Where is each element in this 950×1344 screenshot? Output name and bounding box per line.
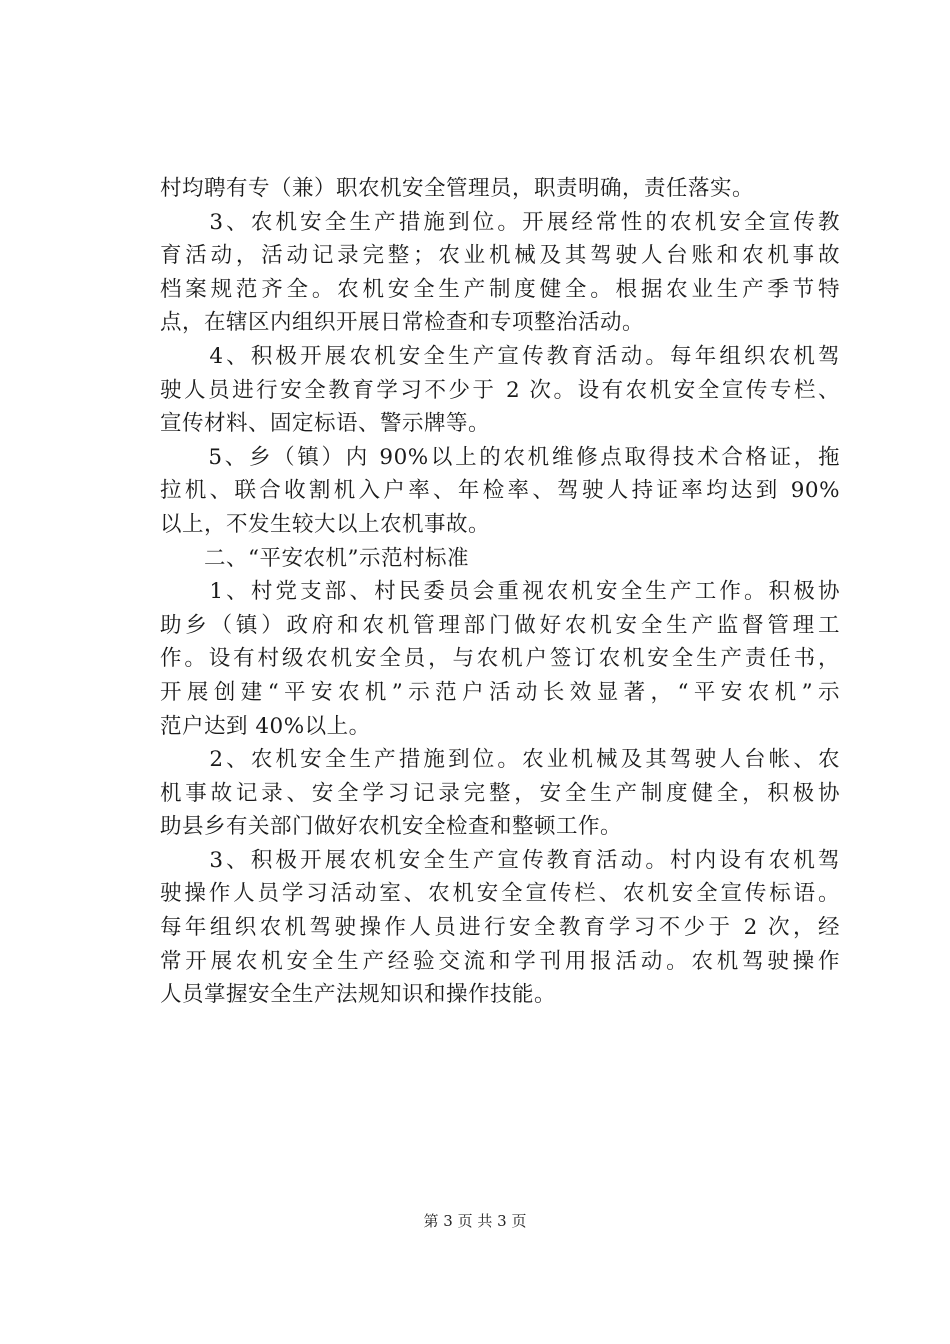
text-line: 档案规范齐全。农机安全生产制度健全。根据农业生产季节特 <box>160 276 840 302</box>
text-line: 1、村党支部、村民委员会重视农机安全生产工作。积极协 <box>160 579 840 605</box>
page-footer: 第 3 页 共 3 页 <box>423 1212 527 1230</box>
text-line: 驶操作人员学习活动室、农机安全宣传栏、农机安全宣传标语。 <box>160 881 840 907</box>
text-line: 宣传材料、固定标语、警示牌等。 <box>160 411 491 437</box>
text-line: 5、乡（镇）内 90%以上的农机维修点取得技术合格证，拖 <box>160 444 840 470</box>
text-line: 3、农机安全生产措施到位。开展经常性的农机安全宣传教 <box>160 209 840 235</box>
text-line: 助乡（镇）政府和农机管理部门做好农机安全生产监督管理工 <box>160 612 840 638</box>
text-line: 机事故记录、安全学习记录完整，安全生产制度健全，积极协 <box>160 780 840 806</box>
text-line: 开展创建“平安农机”示范户活动长效显著，“平安农机”示 <box>160 679 840 705</box>
text-line: 每年组织农机驾驶操作人员进行安全教育学习不少于 2 次，经 <box>160 915 840 941</box>
text-line: 4、积极开展农机安全生产宣传教育活动。每年组织农机驾 <box>160 343 840 369</box>
text-line: 2、农机安全生产措施到位。农业机械及其驾驶人台帐、农 <box>160 747 840 773</box>
text-line: 以上，不发生较大以上农机事故。 <box>160 511 491 537</box>
text-line: 育活动，活动记录完整；农业机械及其驾驶人台账和农机事故 <box>160 243 840 269</box>
text-line: 常开展农机安全生产经验交流和学刊用报活动。农机驾驶操作 <box>160 948 840 974</box>
text-line: 村均聘有专（兼）职农机安全管理员，职责明确，责任落实。 <box>160 176 755 201</box>
text-line: 作。设有村级农机安全员，与农机户签订农机安全生产责任书， <box>160 646 840 672</box>
text-line: 驶人员进行安全教育学习不少于 2 次。设有农机安全宣传专栏、 <box>160 377 840 403</box>
text-line: 拉机、联合收割机入户率、年检率、驾驶人持证率均达到 90% <box>160 478 840 504</box>
document-body <box>160 172 840 1012</box>
text-line: 人员掌握安全生产法规知识和操作技能。 <box>160 982 557 1008</box>
text-line: 3、积极开展农机安全生产宣传教育活动。村内设有农机驾 <box>160 847 840 873</box>
text-line: 点，在辖区内组织开展日常检查和专项整治活动。 <box>160 310 645 336</box>
section-heading: 二、“平安农机”示范村标准 <box>160 545 469 571</box>
text-line: 助县乡有关部门做好农机安全检查和整顿工作。 <box>160 814 623 840</box>
text-line: 范户达到 40%以上。 <box>160 713 371 739</box>
